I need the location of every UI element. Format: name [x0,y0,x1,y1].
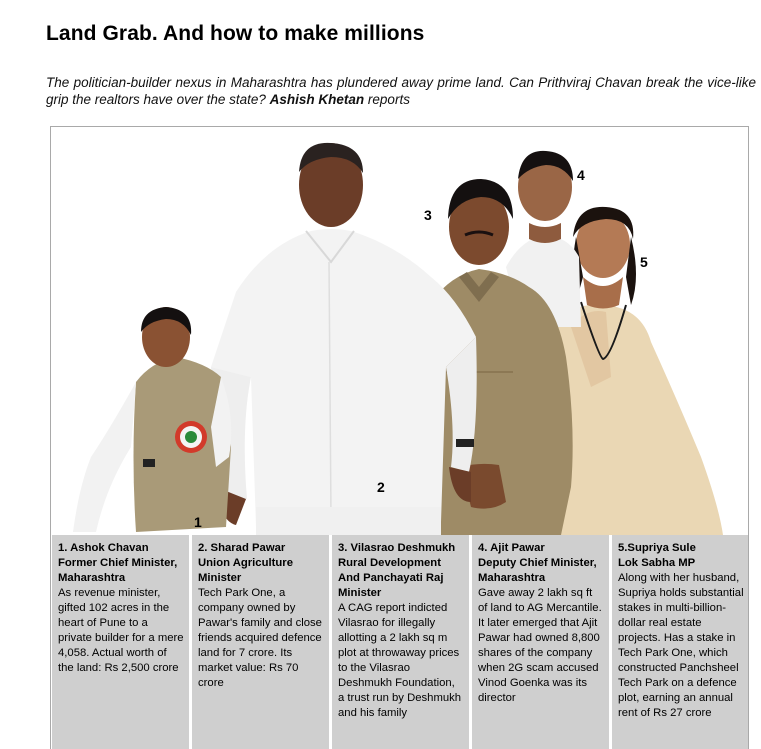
profile-name: 1. Ashok Chavan [58,542,149,554]
profile-description: A CAG report indicted Vilasrao for illegally allotting a 2 lakh sq m plot at throwaway prices to the Vilasrao Deshmukh Foundation, a trust run by Deshmukh and his family [338,602,462,719]
profile-role: Former Chief Minister, Maharashtra [58,557,178,584]
group-photo [51,127,748,535]
article-standfirst [46,74,756,108]
profiles-row [52,535,749,749]
profile-description: Tech Park One, a company owned by Pawar's family and close friends acquired defence land for 7 crore. Its market value: Rs 70 crore [198,587,322,689]
byline-author[interactable]: Ashish Khetan [269,92,365,107]
profile-description: As revenue minister, gifted 102 acres in the heart of Pune to a private builder for a mere 4,058. Actual worth of the land: Rs 2,500 crore [58,587,184,674]
photo-number-3: 3 [424,207,432,223]
profile-card-5 [612,535,749,749]
photo-number-1: 1 [194,514,202,530]
profile-role: Union Agriculture Minister [198,557,293,584]
photo-number-4: 4 [577,167,585,183]
photo-number-5: 5 [640,254,648,270]
profile-name: 2. Sharad Pawar [198,542,286,554]
profile-name: 3. Vilasrao Deshmukh [338,542,456,554]
profile-name: 5.Supriya Sule [618,542,696,554]
profile-role: Rural Development And Panchayati Raj Minister [338,557,444,599]
profile-role: Lok Sabha MP [618,557,696,569]
infographic-frame [50,126,749,749]
profile-card-4 [472,535,609,749]
article-headline: Land Grab. And how to make millions [46,22,425,45]
photo-number-2: 2 [377,479,385,495]
profile-card-1 [52,535,189,749]
profile-role: Deputy Chief Minister, Maharashtra [478,557,597,584]
profile-card-3 [332,535,469,749]
byline-suffix: reports [364,92,410,107]
profile-description: Along with her husband, Supriya holds substantial stakes in multi-billion-dollar real estate projects. Has a stake in Tech Park One, which constructed Panchsheel Tech Park on a defence plot, earning an annual rent of Rs 27 crore [618,572,744,719]
profile-description: Gave away 2 lakh sq ft of land to AG Mercantile. It later emerged that Ajit Pawar had owned 8,800 shares of the company when 2G scam accused Vinod Goenka was its director [478,587,602,704]
standfirst-text: The politician-builder nexus in Maharashtra has plundered away prime land. Can Prithviraj Chavan break the vice-like grip the realtors have over the state? [46,75,756,107]
profile-name: 4. Ajit Pawar [478,542,545,554]
profile-card-2 [192,535,329,749]
